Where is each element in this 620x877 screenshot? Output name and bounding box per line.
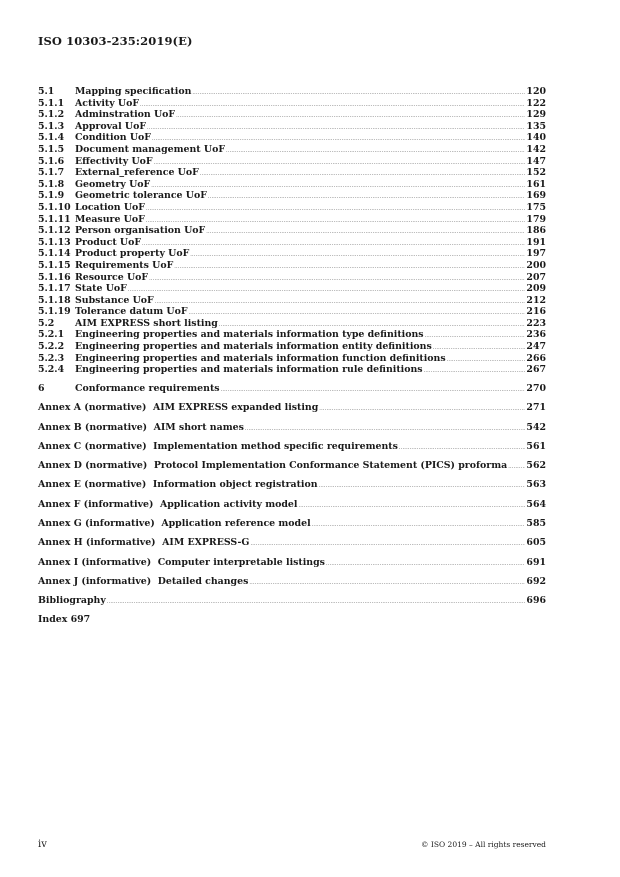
annex-label: Annex G (informative) xyxy=(38,518,155,529)
leader-dots xyxy=(189,308,526,320)
toc-number: 5.1.16 xyxy=(38,271,71,283)
toc-page: 191 xyxy=(526,236,546,248)
toc-page: 266 xyxy=(526,352,546,364)
table-of-contents xyxy=(38,86,546,626)
toc-entry[interactable] xyxy=(38,283,546,295)
toc-page: 147 xyxy=(526,155,546,167)
toc-title: AIM short names xyxy=(153,421,244,433)
annex-label: Annex I (informative) xyxy=(38,556,152,568)
leader-dots xyxy=(319,481,526,493)
leader-dots xyxy=(190,250,525,262)
toc-entry[interactable] xyxy=(38,364,546,376)
toc-title: Product UoF xyxy=(75,236,142,248)
toc-page: 140 xyxy=(526,132,546,144)
toc-entry[interactable] xyxy=(38,329,546,341)
toc-number: 5.1.14 xyxy=(38,248,71,260)
toc-page: 129 xyxy=(526,109,546,121)
toc-page: 692 xyxy=(526,575,546,587)
toc-title: Index 697 xyxy=(38,614,91,626)
toc-number: 5.1.15 xyxy=(38,259,71,271)
leader-dots xyxy=(298,501,525,513)
toc-number: 5.1.1 xyxy=(38,97,65,109)
toc-entry[interactable] xyxy=(38,121,546,133)
toc-title: Requirements UoF xyxy=(75,259,174,271)
toc-title: Substance UoF xyxy=(75,294,154,306)
toc-page: 564 xyxy=(526,498,546,510)
leader-dots xyxy=(319,404,525,416)
toc-title: Implementation method specific requirements xyxy=(153,440,398,452)
toc-page: 223 xyxy=(526,317,546,329)
toc-entry[interactable] xyxy=(38,86,546,98)
toc-page: 247 xyxy=(526,341,546,353)
toc-title: Document management UoF xyxy=(75,143,225,155)
toc-annex-entry[interactable] xyxy=(38,460,546,472)
toc-annex-entry[interactable] xyxy=(38,422,546,434)
leader-dots xyxy=(433,343,526,355)
toc-index-entry[interactable] xyxy=(38,614,546,626)
toc-entry[interactable] xyxy=(38,248,546,260)
toc-entry[interactable] xyxy=(38,260,546,272)
toc-page: 207 xyxy=(526,271,546,283)
leader-dots xyxy=(154,158,526,170)
annex-label: Annex J (informative) xyxy=(38,575,152,587)
toc-page: 186 xyxy=(526,225,546,237)
toc-title: Activity UoF xyxy=(75,97,140,109)
leader-dots xyxy=(249,578,525,590)
toc-title: State UoF xyxy=(75,283,127,295)
toc-title: Engineering properties and materials information type definitions xyxy=(75,329,424,341)
toc-number: 5.1.12 xyxy=(38,225,71,237)
toc-entry[interactable] xyxy=(38,156,546,168)
toc-title: External_reference UoF xyxy=(75,167,199,179)
leader-dots xyxy=(326,559,525,571)
toc-page: 142 xyxy=(526,143,546,155)
annex-label: Annex E (normative) xyxy=(38,479,147,491)
leader-dots xyxy=(245,424,526,436)
toc-entry[interactable] xyxy=(38,353,546,365)
toc-entry[interactable] xyxy=(38,272,546,284)
annex-label: Annex B (normative) xyxy=(38,421,148,433)
toc-title: Effectivity UoF xyxy=(75,155,153,167)
toc-number: 5.2.3 xyxy=(38,352,65,364)
toc-page: 605 xyxy=(526,537,546,549)
toc-entry[interactable] xyxy=(38,214,546,226)
toc-title: Engineering properties and materials information entity definitions xyxy=(75,341,432,353)
toc-page: 179 xyxy=(526,213,546,225)
toc-title: Engineering properties and materials information function definitions xyxy=(75,352,446,364)
toc-number: 5.1 xyxy=(38,86,55,97)
toc-entry[interactable] xyxy=(38,295,546,307)
toc-page: 562 xyxy=(526,460,546,472)
toc-page: 696 xyxy=(526,595,546,607)
toc-page: 561 xyxy=(526,440,546,452)
toc-number: 5.1.17 xyxy=(38,283,71,295)
toc-entry[interactable] xyxy=(38,167,546,179)
toc-page: 563 xyxy=(526,479,546,491)
toc-page: 212 xyxy=(526,294,546,306)
leader-dots xyxy=(155,297,526,309)
leader-dots xyxy=(221,385,526,397)
toc-title: Mapping specification xyxy=(75,86,192,97)
toc-annex-entry[interactable] xyxy=(38,557,546,569)
toc-entry[interactable] xyxy=(38,341,546,353)
leader-dots xyxy=(312,520,526,532)
toc-entry[interactable] xyxy=(38,179,546,191)
toc-number: 5.2 xyxy=(38,317,55,329)
toc-title: AIM EXPRESS-G xyxy=(162,537,250,549)
leader-dots xyxy=(149,274,525,286)
toc-number: 5.2.4 xyxy=(38,364,65,376)
toc-number: 5.1.7 xyxy=(38,167,65,179)
toc-major-entry[interactable] xyxy=(38,383,546,395)
toc-title: Information object registration xyxy=(152,479,318,491)
toc-title: Protocol Implementation Conformance Statement (PICS) proforma xyxy=(153,460,508,472)
leader-dots xyxy=(447,355,526,367)
toc-page: 152 xyxy=(526,167,546,179)
toc-entry[interactable] xyxy=(38,202,546,214)
leader-dots xyxy=(176,111,525,123)
toc-title: Bibliography xyxy=(38,595,106,607)
toc-number: 5.1.3 xyxy=(38,120,65,132)
toc-entry[interactable] xyxy=(38,190,546,202)
annex-label: Annex H (informative) xyxy=(38,537,156,549)
toc-number: 5.1.6 xyxy=(38,155,65,167)
leader-dots xyxy=(226,146,525,158)
toc-title: Engineering properties and materials information rule definitions xyxy=(75,364,423,376)
leader-dots xyxy=(174,262,525,274)
toc-number: 5.1.8 xyxy=(38,178,65,190)
toc-title: Adminstration UoF xyxy=(75,109,176,121)
leader-dots xyxy=(147,123,525,135)
toc-annex-entry[interactable] xyxy=(38,537,546,549)
toc-title: Geometric tolerance UoF xyxy=(75,190,207,202)
toc-annex-entry[interactable] xyxy=(38,479,546,491)
leader-dots xyxy=(107,597,526,609)
leader-dots xyxy=(206,227,525,239)
leader-dots xyxy=(424,366,526,378)
toc-title: AIM EXPRESS short listing xyxy=(75,317,218,329)
toc-number: 5.1.19 xyxy=(38,306,71,318)
toc-title: Person organisation UoF xyxy=(75,225,206,237)
toc-title: Measure UoF xyxy=(75,213,145,225)
toc-title: Condition UoF xyxy=(75,132,151,144)
leader-dots xyxy=(399,443,526,455)
leader-dots xyxy=(146,204,525,216)
toc-entry[interactable] xyxy=(38,132,546,144)
leader-dots xyxy=(142,239,525,251)
toc-entry[interactable] xyxy=(38,225,546,237)
toc-page: 175 xyxy=(526,201,546,213)
toc-page: 542 xyxy=(526,421,546,433)
toc-page: 270 xyxy=(526,383,546,395)
toc-title: Conformance requirements xyxy=(75,383,220,395)
leader-dots xyxy=(128,285,526,297)
toc-title: Detailed changes xyxy=(157,575,249,587)
toc-title: AIM EXPRESS expanded listing xyxy=(152,402,319,414)
annex-label: Annex D (normative) xyxy=(38,460,148,472)
toc-number: 5.1.2 xyxy=(38,109,65,121)
toc-entry[interactable] xyxy=(38,109,546,121)
document-header: ISO 10303-235:2019(E) xyxy=(38,34,193,48)
toc-title: Tolerance datum UoF xyxy=(75,306,188,318)
leader-dots xyxy=(140,100,525,112)
toc-number: 6 xyxy=(38,383,45,395)
toc-number: 5.1.11 xyxy=(38,213,71,225)
toc-title: Location UoF xyxy=(75,201,145,213)
annex-label: Annex C (normative) xyxy=(38,440,147,452)
toc-number: 5.1.9 xyxy=(38,190,65,202)
toc-number: 5.1.5 xyxy=(38,143,65,155)
toc-page: 216 xyxy=(526,306,546,318)
toc-annex-entry[interactable] xyxy=(38,499,546,511)
leader-dots xyxy=(250,539,525,551)
toc-title: Application reference model xyxy=(161,518,311,529)
toc-page: 135 xyxy=(526,120,546,132)
toc-title: Computer interpretable listings xyxy=(157,556,325,568)
toc-entry[interactable] xyxy=(38,237,546,249)
leader-dots xyxy=(151,181,525,193)
toc-annex-entry[interactable] xyxy=(38,441,546,453)
copyright-notice: © ISO 2019 – All rights reserved xyxy=(421,840,546,849)
toc-entry[interactable] xyxy=(38,144,546,156)
page-number: iv xyxy=(38,839,47,850)
toc-page: 691 xyxy=(526,556,546,568)
toc-annex-entry[interactable] xyxy=(38,518,546,530)
toc-number: 5.1.10 xyxy=(38,201,71,213)
toc-entry[interactable] xyxy=(38,306,546,318)
toc-page: 169 xyxy=(526,190,546,202)
toc-page: 122 xyxy=(526,97,546,109)
toc-entry[interactable] xyxy=(38,98,546,110)
toc-bibliography-entry[interactable] xyxy=(38,595,546,607)
toc-page: 236 xyxy=(526,329,546,341)
toc-title: Application activity model xyxy=(159,498,298,510)
toc-title: Product property UoF xyxy=(75,248,190,260)
annex-label: Annex A (normative) xyxy=(38,402,147,414)
toc-page: 585 xyxy=(526,518,546,529)
toc-title: Approval UoF xyxy=(75,120,147,132)
toc-entry[interactable] xyxy=(38,318,546,330)
toc-page: 209 xyxy=(526,283,546,295)
toc-page: 161 xyxy=(526,178,546,190)
toc-number: 5.1.13 xyxy=(38,236,71,248)
toc-number: 5.2.2 xyxy=(38,341,65,353)
leader-dots xyxy=(192,88,525,100)
toc-page: 267 xyxy=(526,364,546,376)
toc-number: 5.2.1 xyxy=(38,329,65,341)
toc-annex-entry[interactable] xyxy=(38,576,546,588)
toc-page: 200 xyxy=(526,259,546,271)
toc-page: 120 xyxy=(526,86,546,97)
toc-page: 271 xyxy=(526,402,546,414)
toc-title: Resource UoF xyxy=(75,271,149,283)
leader-dots xyxy=(425,331,526,343)
toc-title: Geometry UoF xyxy=(75,178,151,190)
toc-number: 5.1.18 xyxy=(38,294,71,306)
leader-dots xyxy=(208,192,526,204)
leader-dots xyxy=(200,169,526,181)
leader-dots xyxy=(508,462,525,474)
toc-number: 5.1.4 xyxy=(38,132,65,144)
annex-label: Annex F (informative) xyxy=(38,498,154,510)
toc-annex-entry[interactable] xyxy=(38,402,546,414)
toc-page: 197 xyxy=(526,248,546,260)
